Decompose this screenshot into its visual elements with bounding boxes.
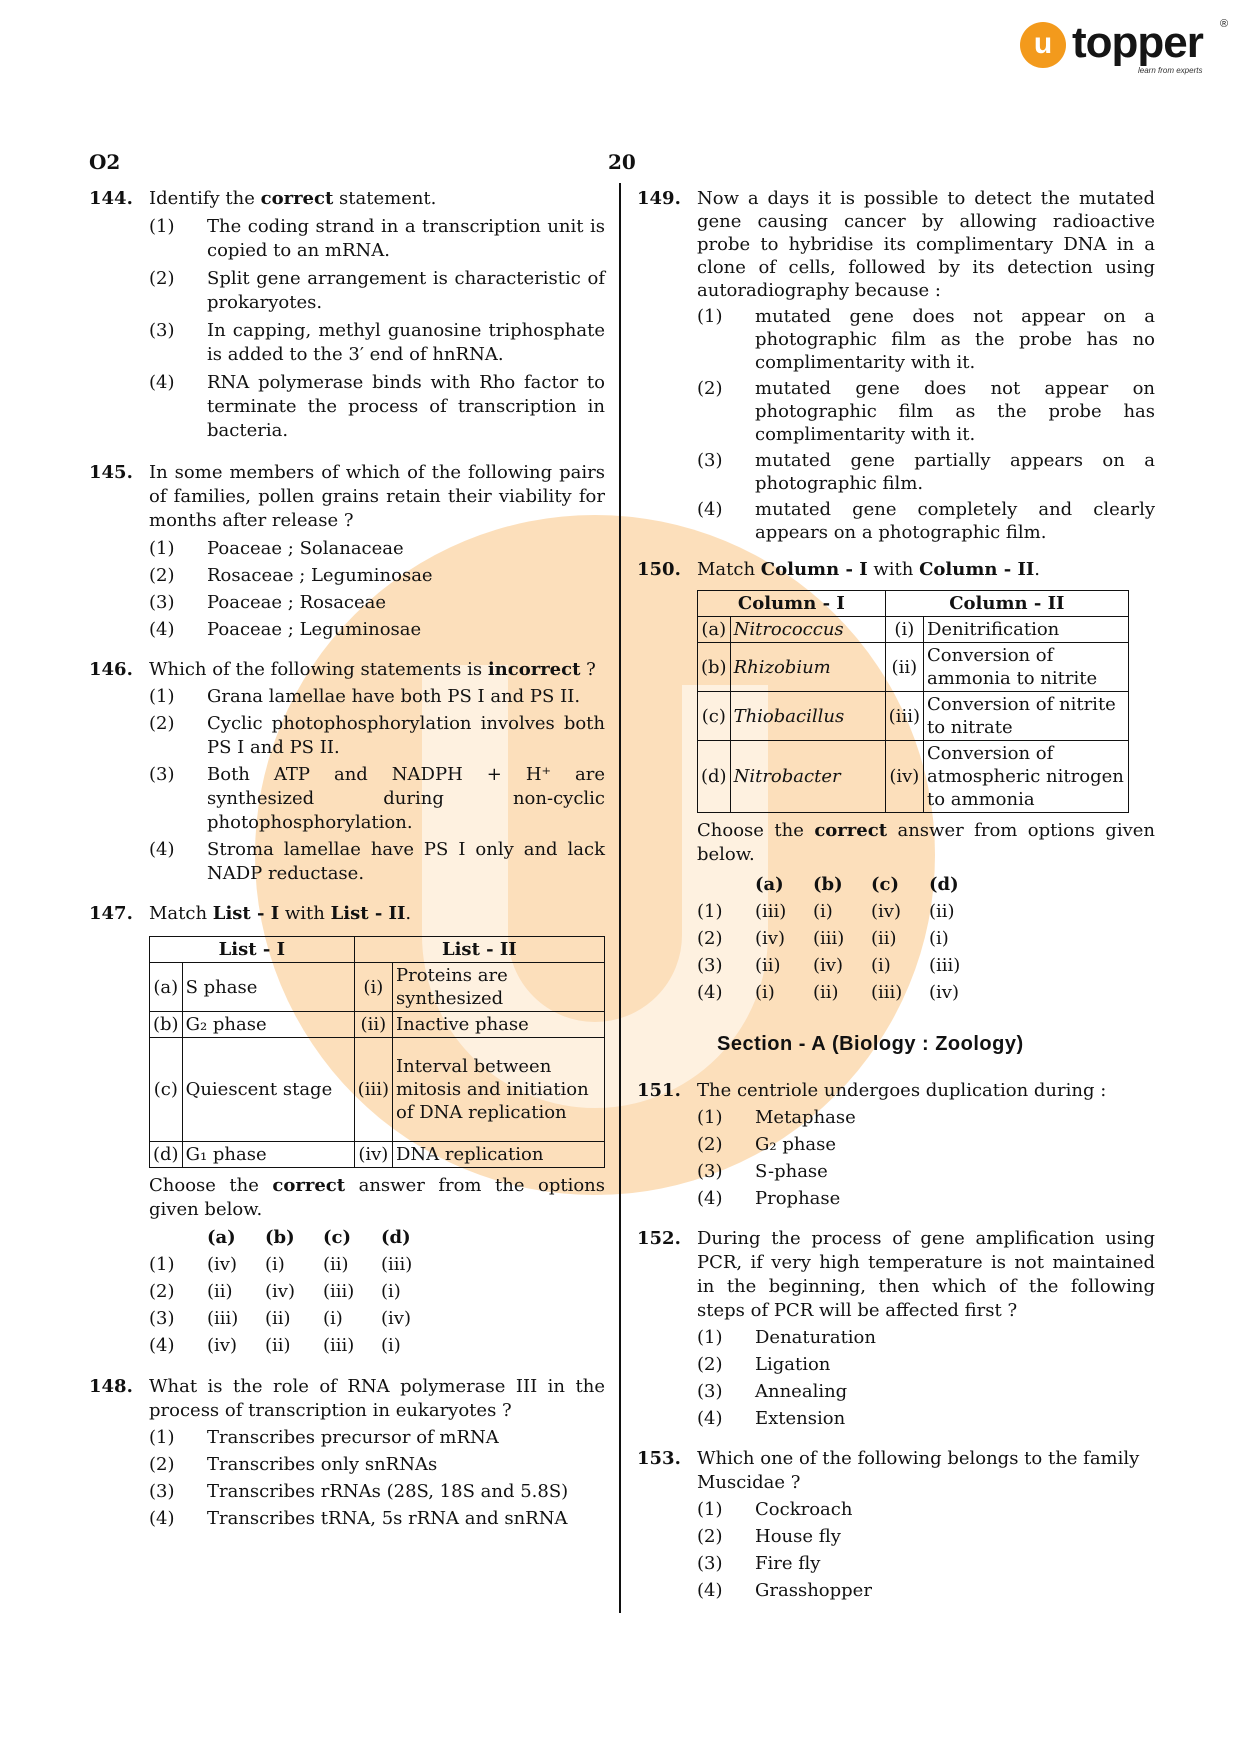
question-text: Match Column - I with Column - II. <box>697 559 1041 580</box>
option-1: (1) Transcribes precursor of mRNA <box>149 1427 499 1448</box>
registered-mark: ® <box>1220 18 1229 30</box>
question-149 <box>637 187 1155 544</box>
option-3: (3) Annealing <box>697 1381 848 1402</box>
answer-options-table <box>149 1226 412 1361</box>
option-2: (2) mutated gene does not appear on photographic film as the probe has complimentarity with it. <box>697 378 1155 445</box>
option-2: (2) Split gene arrangement is characteristic of prokaryotes. <box>149 268 605 313</box>
answer-header: (a) (b) (c) (d) <box>207 1227 411 1248</box>
table-row: (c) Thiobacillus (iii) Conversion of nitrite to nitrate <box>698 692 1129 741</box>
option-2: (2) G₂ phase <box>697 1134 837 1155</box>
table-row: (b) Rhizobium (ii) Conversion of ammonia to nitrite <box>698 643 1129 692</box>
brand-logo <box>1020 18 1230 80</box>
right-column <box>637 187 1155 1603</box>
page-number: 20 <box>608 150 636 174</box>
table-header: Column - I Column - II <box>698 591 1129 617</box>
option-2: (2) Transcribes only snRNAs <box>149 1454 438 1475</box>
section-heading: Section - A (Biology : Zoology) <box>717 1033 1024 1055</box>
paper-code: O2 <box>89 150 121 174</box>
question-text: Match List - I with List - II. <box>149 903 412 924</box>
question-number: 146. <box>89 659 133 680</box>
question-number: 151. <box>637 1080 681 1101</box>
option-1: (1) Poaceae ; Solanaceae <box>149 538 404 559</box>
option-4: (4) RNA polymerase binds with Rho factor to terminate the process of transcription in bacteria. <box>149 372 605 441</box>
question-153 <box>637 1447 1155 1603</box>
answer-option-3[interactable]: (3) (ii) (iv) (i) (iii) <box>697 955 961 976</box>
option-1: (1) Cockroach <box>697 1499 853 1520</box>
option-2: (2) House fly <box>697 1526 841 1547</box>
question-text: Identify the correct statement. <box>149 188 437 209</box>
question-145 <box>89 461 605 642</box>
question-151 <box>637 1079 1155 1211</box>
brand-wordmark: topper <box>1072 18 1203 67</box>
question-number: 147. <box>89 903 133 924</box>
question-text: Which one of the following belongs to the family Muscidae ? <box>697 1448 1140 1493</box>
answer-option-4[interactable]: (4) (i) (ii) (iii) (iv) <box>697 982 959 1003</box>
option-3: (3) Both ATP and NADPH + H⁺ are synthesized during non-cyclic photophosphorylation. <box>149 764 605 833</box>
option-2: (2) Cyclic photophosphorylation involves both PS I and PS II. <box>149 713 605 758</box>
answer-option-3[interactable]: (3) (iii) (ii) (i) (iv) <box>149 1308 411 1329</box>
left-column <box>89 187 605 1531</box>
brand-tagline: learn from experts <box>1138 66 1203 75</box>
table-row: (d) G₁ phase (iv) DNA replication <box>150 1142 605 1168</box>
answer-option-2[interactable]: (2) (ii) (iv) (iii) (i) <box>149 1281 401 1302</box>
answer-header: (a) (b) (c) (d) <box>755 874 959 895</box>
option-4: (4) Extension <box>697 1408 846 1429</box>
option-3: (3) Transcribes rRNAs (28S, 18S and 5.8S) <box>149 1481 569 1502</box>
match-table <box>149 936 605 1168</box>
match-table <box>697 590 1129 813</box>
option-1: (1) mutated gene does not appear on a photographic film as the probe has no complimentarity with it. <box>697 306 1155 373</box>
table-row: (a) Nitrococcus (i) Denitrification <box>698 617 1129 643</box>
question-number: 144. <box>89 188 133 209</box>
table-header: List - I List - II <box>150 937 605 963</box>
option-4: (4) Transcribes tRNA, 5s rRNA and snRNA <box>149 1508 568 1529</box>
question-text: During the process of gene amplification using PCR, if very high temperature is not maintained in the beginning, then which of the following steps of PCR will be affected first ? <box>697 1228 1155 1321</box>
option-1: (1) The coding strand in a transcription unit is copied to an mRNA. <box>149 216 605 261</box>
option-3: (3) Fire fly <box>697 1553 821 1574</box>
option-3: (3) mutated gene partially appears on a photographic film. <box>697 450 1155 494</box>
table-row: (a) S phase (i) Proteins are synthesized <box>150 963 605 1012</box>
question-text: Now a days it is possible to detect the mutated gene causing cancer by allowing radioactive probe to hybridise its complimentary DNA in a clone of cells, followed by its detection using autoradiography because : <box>697 188 1155 301</box>
choose-instruction: Choose the correct answer from options given below. <box>697 820 1155 865</box>
option-3: (3) Poaceae ; Rosaceae <box>149 592 387 613</box>
question-text: What is the role of RNA polymerase III in the process of transcription in eukaryotes ? <box>149 1376 605 1421</box>
question-number: 145. <box>89 462 133 483</box>
answer-option-1[interactable]: (1) (iv) (i) (ii) (iii) <box>149 1254 413 1275</box>
question-150 <box>637 558 1155 1008</box>
answer-options-table <box>697 873 960 1008</box>
answer-option-4[interactable]: (4) (iv) (ii) (iii) (i) <box>149 1335 401 1356</box>
question-152 <box>637 1227 1155 1431</box>
question-text: In some members of which of the following pairs of families, pollen grains retain their viability for months after release ? <box>149 462 605 531</box>
option-3: (3) S-phase <box>697 1161 828 1182</box>
answer-option-1[interactable]: (1) (iii) (i) (iv) (ii) <box>697 901 955 922</box>
option-4: (4) Grasshopper <box>697 1580 872 1601</box>
table-row: (d) Nitrobacter (iv) Conversion of atmospheric nitrogen to ammonia <box>698 741 1129 813</box>
question-number: 152. <box>637 1228 681 1249</box>
table-row: (b) G₂ phase (ii) Inactive phase <box>150 1012 605 1038</box>
option-1: (1) Metaphase <box>697 1107 856 1128</box>
table-row: (c) Quiescent stage (iii) Interval between mitosis and initiation of DNA replication <box>150 1038 605 1142</box>
option-2: (2) Ligation <box>697 1354 831 1375</box>
option-1: (1) Denaturation <box>697 1327 876 1348</box>
question-number: 149. <box>637 188 681 209</box>
option-4: (4) Prophase <box>697 1188 841 1209</box>
question-number: 148. <box>89 1376 133 1397</box>
question-number: 150. <box>637 559 681 580</box>
option-4: (4) Stroma lamellae have PS I only and lack NADP reductase. <box>149 839 605 884</box>
question-146 <box>89 658 605 886</box>
brand-logo-icon: u <box>1020 22 1066 68</box>
question-text: Which of the following statements is incorrect ? <box>149 659 596 680</box>
question-144 <box>89 187 605 443</box>
column-divider <box>619 183 621 1613</box>
choose-instruction: Choose the correct answer from the options given below. <box>149 1175 605 1220</box>
question-text: The centriole undergoes duplication during : <box>697 1080 1107 1101</box>
option-3: (3) In capping, methyl guanosine triphosphate is added to the 3′ end of hnRNA. <box>149 320 605 365</box>
option-2: (2) Rosaceae ; Leguminosae <box>149 565 433 586</box>
option-4: (4) mutated gene completely and clearly appears on a photographic film. <box>697 499 1155 543</box>
question-number: 153. <box>637 1448 681 1469</box>
answer-option-2[interactable]: (2) (iv) (iii) (ii) (i) <box>697 928 949 949</box>
question-147 <box>89 902 605 1361</box>
question-148 <box>89 1375 605 1531</box>
option-1: (1) Grana lamellae have both PS I and PS II. <box>149 686 581 707</box>
option-4: (4) Poaceae ; Leguminosae <box>149 619 422 640</box>
